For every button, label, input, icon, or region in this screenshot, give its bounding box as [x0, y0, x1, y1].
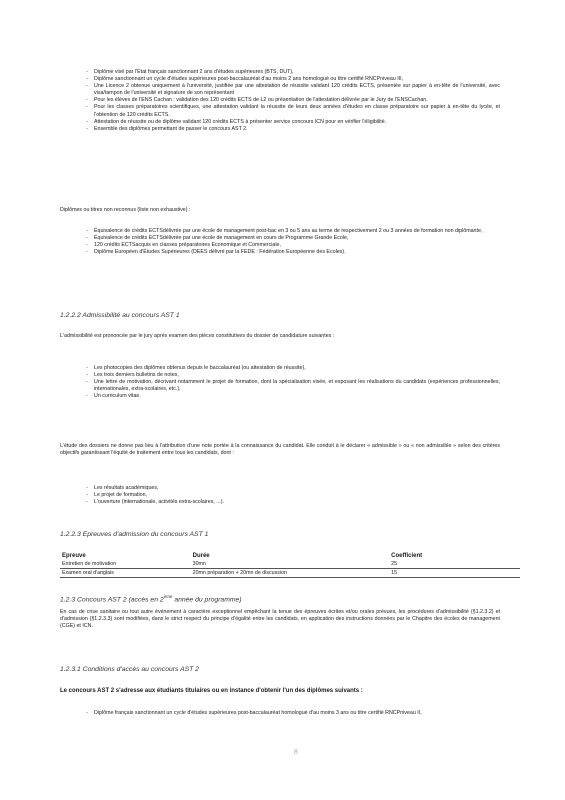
- table-cell: Entretien de motivation: [60, 560, 191, 569]
- list-item: - Les trois derniers bulletins de notes,: [60, 372, 500, 379]
- table-row: [60, 569, 520, 578]
- section-title-rest: année du programme): [174, 596, 242, 604]
- section-heading-conditions: 1.2.3.1 Conditions d'accès au concours AST 2: [60, 666, 199, 673]
- ast2-diplomas-list: [60, 710, 500, 717]
- list-item: - Diplôme Européen d'Études Supérieures (DEES délivré par la FEDE : Fédération Européenne des Ecoles).: [60, 249, 500, 256]
- table-cell: Examen oral d'anglais: [60, 569, 191, 578]
- table-row: [60, 560, 520, 569]
- superscript: ème: [163, 594, 173, 599]
- section-heading-ast2: [60, 594, 242, 603]
- list-item: - Pour les classes préparatoires scientifiques, une attestation validant la réussite de leurs deux années d'études en classe préparatoire sur papier à en-tête du lycée, et l'obtention de 120 crédits ECTS.: [60, 104, 500, 118]
- list-item: - 120 crédits ECTSacquis en classes préparatoires Economique et Commerciale,: [60, 242, 500, 249]
- crise-sanitaire-paragraph: En cas de crise sanitaire ou tout autre événement à caractère exceptionnel empêchant la tenue des épreuves écrites et/ou orales prévues, les procédures d'admissibilité (§1.2.3.2) et d'admission (§1.2.3.3) sont modifiées, dans le strict respect du principe d'égalité entre les candidats, en application des instructions données par le Chapitre des écoles de management (CGE) et ICN.: [60, 609, 500, 630]
- list-item: - Équivalence de crédits ECTSdélivrée par une école de management en cours de Programme Grande Ecole,: [60, 235, 500, 242]
- section-heading-admissibilite: 1.2.2.2 Admissibilité au concours AST 1: [60, 312, 180, 319]
- list-item: - Équivalence de crédits ECTSdélivrée par une école de management post-bac en 3 ou 5 ans au terme de respectivement 2 ou 3 années de formation non diplômante,: [60, 228, 500, 235]
- table-cell: 30mn: [191, 560, 390, 569]
- list-item: - Diplôme sanctionnant un cycle d'études supérieures post-baccalauréat d'au moins 2 ans homologué ou titre certifié RNCPniveau III,: [60, 76, 500, 83]
- section-title: Concours AST 2 (accès en 2: [77, 596, 164, 604]
- eligible-diplomas-list: [60, 69, 500, 133]
- table-cell: 20mn préparation + 20mn de discussion: [191, 569, 390, 578]
- admissibilite-intro: L'admissibilité est prononcée par le jury après examen des pièces constitutives du dossier de candidature suivantes :: [60, 333, 335, 339]
- conditions-intro: Le concours AST 2 s'adresse aux étudiants titulaires ou en instance d'obtenir l'un des diplômes suivants :: [60, 688, 363, 694]
- list-item: - Pour les élèves de l'ENS Cachan : validation des 120 crédits ECTS de L2 ou présentation de l'attestation délivrée par le Jury de l'ENSCachan.: [60, 97, 500, 104]
- list-item: - Diplôme visé par l'Etat français sanctionnant 2 ans d'études supérieures (BTS, DUT),: [60, 69, 500, 76]
- required-documents-list: [60, 365, 500, 400]
- list-item: - Les résultats académiques,: [60, 485, 500, 492]
- non-recognized-intro: Diplômes ou titres non reconnus (liste non exhaustive) :: [60, 207, 191, 213]
- table-header-coefficient: Coefficient: [391, 553, 423, 559]
- page-number: 8: [294, 749, 298, 756]
- list-item: - L'ouverture (internationale, activités extra-scolaires, ...).: [60, 499, 500, 506]
- epreuves-table: [60, 552, 520, 578]
- table-cell: 25: [389, 560, 520, 569]
- non-recognized-list: [60, 228, 500, 256]
- list-item: - Le projet de formation,: [60, 492, 500, 499]
- section-number: 1.2.3: [60, 596, 76, 604]
- section-heading-epreuves: 1.2.2.3 Epreuves d'admission du concours AST 1: [60, 531, 209, 538]
- list-item: - Ensemble des diplômes permettant de passer le concours AST 2.: [60, 126, 500, 133]
- criteria-list: [60, 485, 500, 506]
- list-item: - Une Licence 2 obtenue uniquement à l'université, justifiée par une attestation de réussite validant 120 crédits ECTS, présentée sur papier à en-tête de l'université, avec visa/tampon de l'université et signature de son représentant: [60, 83, 500, 97]
- table-header-duree: Durée: [192, 553, 210, 559]
- list-item: - Un curriculum vitae.: [60, 393, 500, 400]
- table-cell: 15: [389, 569, 520, 578]
- list-item: - Attestation de réussite ou de diplôme validant 120 crédits ECTS à présenter service concours ICN pour en vérifier l'éligibilité.: [60, 119, 500, 126]
- list-item: - Une lettre de motivation, décrivant notamment le projet de formation, dont la spécialisation visée, et exposant les réalisations du candidats (expériences professionnelles, internationales, extra-scolaires, etc.),: [60, 379, 500, 393]
- list-item: - Diplôme français sanctionnant un cycle d'études supérieures post-baccalauréat homologué d'au moins 3 ans ou titre certifié RNCPniveau II,: [60, 710, 500, 717]
- table-header-epreuve: Epreuve: [62, 553, 86, 559]
- list-item: - Les photocopies des diplômes obtenus depuis le baccalauréat (ou attestation de réussite),: [60, 365, 500, 372]
- etude-dossiers-paragraph: L'étude des dossiers ne donne pas lieu à l'attribution d'une note portée à la connaissance du candidat. Elle conduit à le déclarer « admissible » ou « non admissible » selon des critères objectifs garantissant l'équité de traitement entre tous les candidats, dont :: [60, 443, 500, 457]
